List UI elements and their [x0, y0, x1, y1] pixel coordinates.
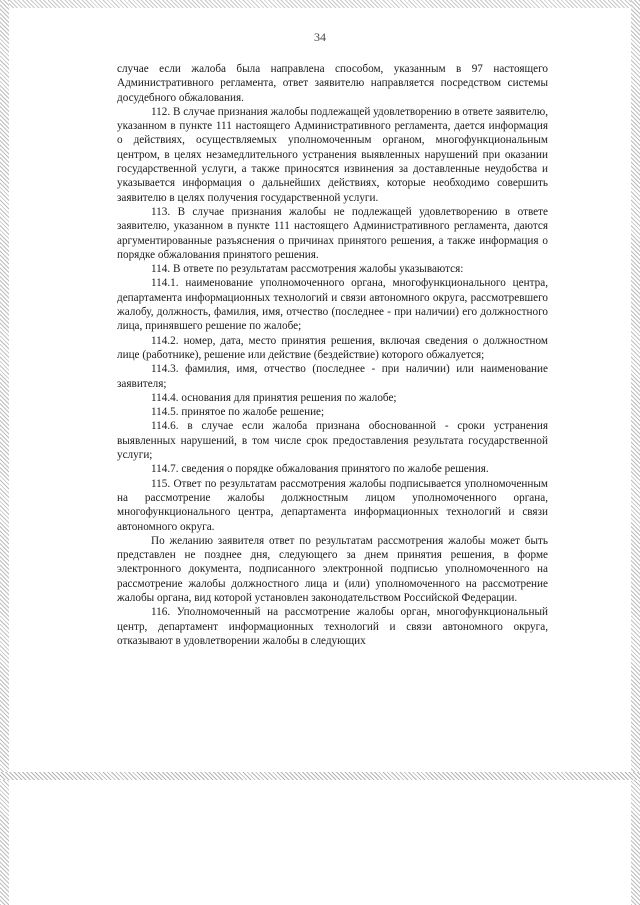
scan-right-edge	[631, 0, 640, 905]
document-body	[117, 62, 548, 648]
paragraph-114-5: 114.5. принятое по жалобе решение;	[151, 406, 325, 419]
scan-left-edge	[0, 0, 9, 905]
scan-bottom-edge	[0, 772, 640, 780]
paragraph-114: 114. В ответе по результатам рассмотрения жалобы указываются:	[151, 263, 464, 276]
paragraph-114-6: 114.6. в случае если жалоба признана обоснованной - сроки устранения выявленных нарушений, в том числе срок предоставления результата государственной услуги;	[117, 420, 548, 462]
page-number: 34	[314, 30, 326, 44]
paragraph-114-1: 114.1. наименование уполномоченного органа, многофункционального центра, департамента информационных технологий и связи автономного округа, рассмотревшего жалобу, должность, фамилия, имя, отчество (последнее - при наличии) его должностного лица, принявшего решение по жалобе;	[117, 277, 548, 333]
scan-top-edge	[0, 0, 640, 8]
paragraph-continuation: случае если жалоба была направлена способом, указанным в 97 настоящего Административного регламента, ответ заявителю направляется посредством системы досудебного обжалования.	[117, 63, 548, 104]
paragraph-electronic-answer: По желанию заявителя ответ по результатам рассмотрения жалобы может быть представлен не позднее дня, следующего за днем принятия решения, в форме электронного документа, подписанного электронной подписью уполномоченного на рассмотрение жалобы должностного лица и (или) уполномоченного на рассмотрение жалобы органа, вид которой установлен законодательством Российской Федерации.	[117, 534, 548, 604]
paragraph-114-4: 114.4. основания для принятия решения по жалобе;	[151, 391, 397, 404]
paragraph-114-2: 114.2. номер, дата, место принятия решения, включая сведения о должностном лице (работнике), решение или действие (бездействие) которого обжалуется;	[117, 334, 548, 361]
paragraph-112: 112. В случае признания жалобы подлежащей удовлетворению в ответе заявителю, указанном в пункте 111 настоящего Административного регламента, дается информация о действиях, осуществляемых уполномоченным органом, многофункциональным центром, в целях незамедлительного устранения выявленных нарушений при оказании государственной услуги, а также приносятся извинения за доставленные неудобства и указывается информация о дальнейших действиях, которые необходимо совершить заявителю в целях получения государственной услуги.	[117, 105, 548, 204]
paragraph-115: 115. Ответ по результатам рассмотрения жалобы подписывается уполномоченным на рассмотрение жалобы должностным лицом уполномоченного органа, многофункционального центра, департамента информационных технологий и связи автономного округа.	[117, 477, 548, 533]
paragraph-113: 113. В случае признания жалобы не подлежащей удовлетворению в ответе заявителю, указанном в пункте 111 настоящего Административного регламента, даются аргументированные разъяснения о причинах принятого решения, а также информация о порядке обжалования принятого решения.	[117, 205, 548, 261]
paragraph-114-7: 114.7. сведения о порядке обжалования принятого по жалобе решения.	[151, 463, 489, 476]
paragraph-114-3: 114.3. фамилия, имя, отчество (последнее - при наличии) или наименование заявителя;	[117, 363, 548, 390]
paragraph-116: 116. Уполномоченный на рассмотрение жалобы орган, многофункциональный центр, департамент информационных технологий и связи автономного округа, отказывают в удовлетворении жалобы в следующих	[117, 606, 548, 647]
